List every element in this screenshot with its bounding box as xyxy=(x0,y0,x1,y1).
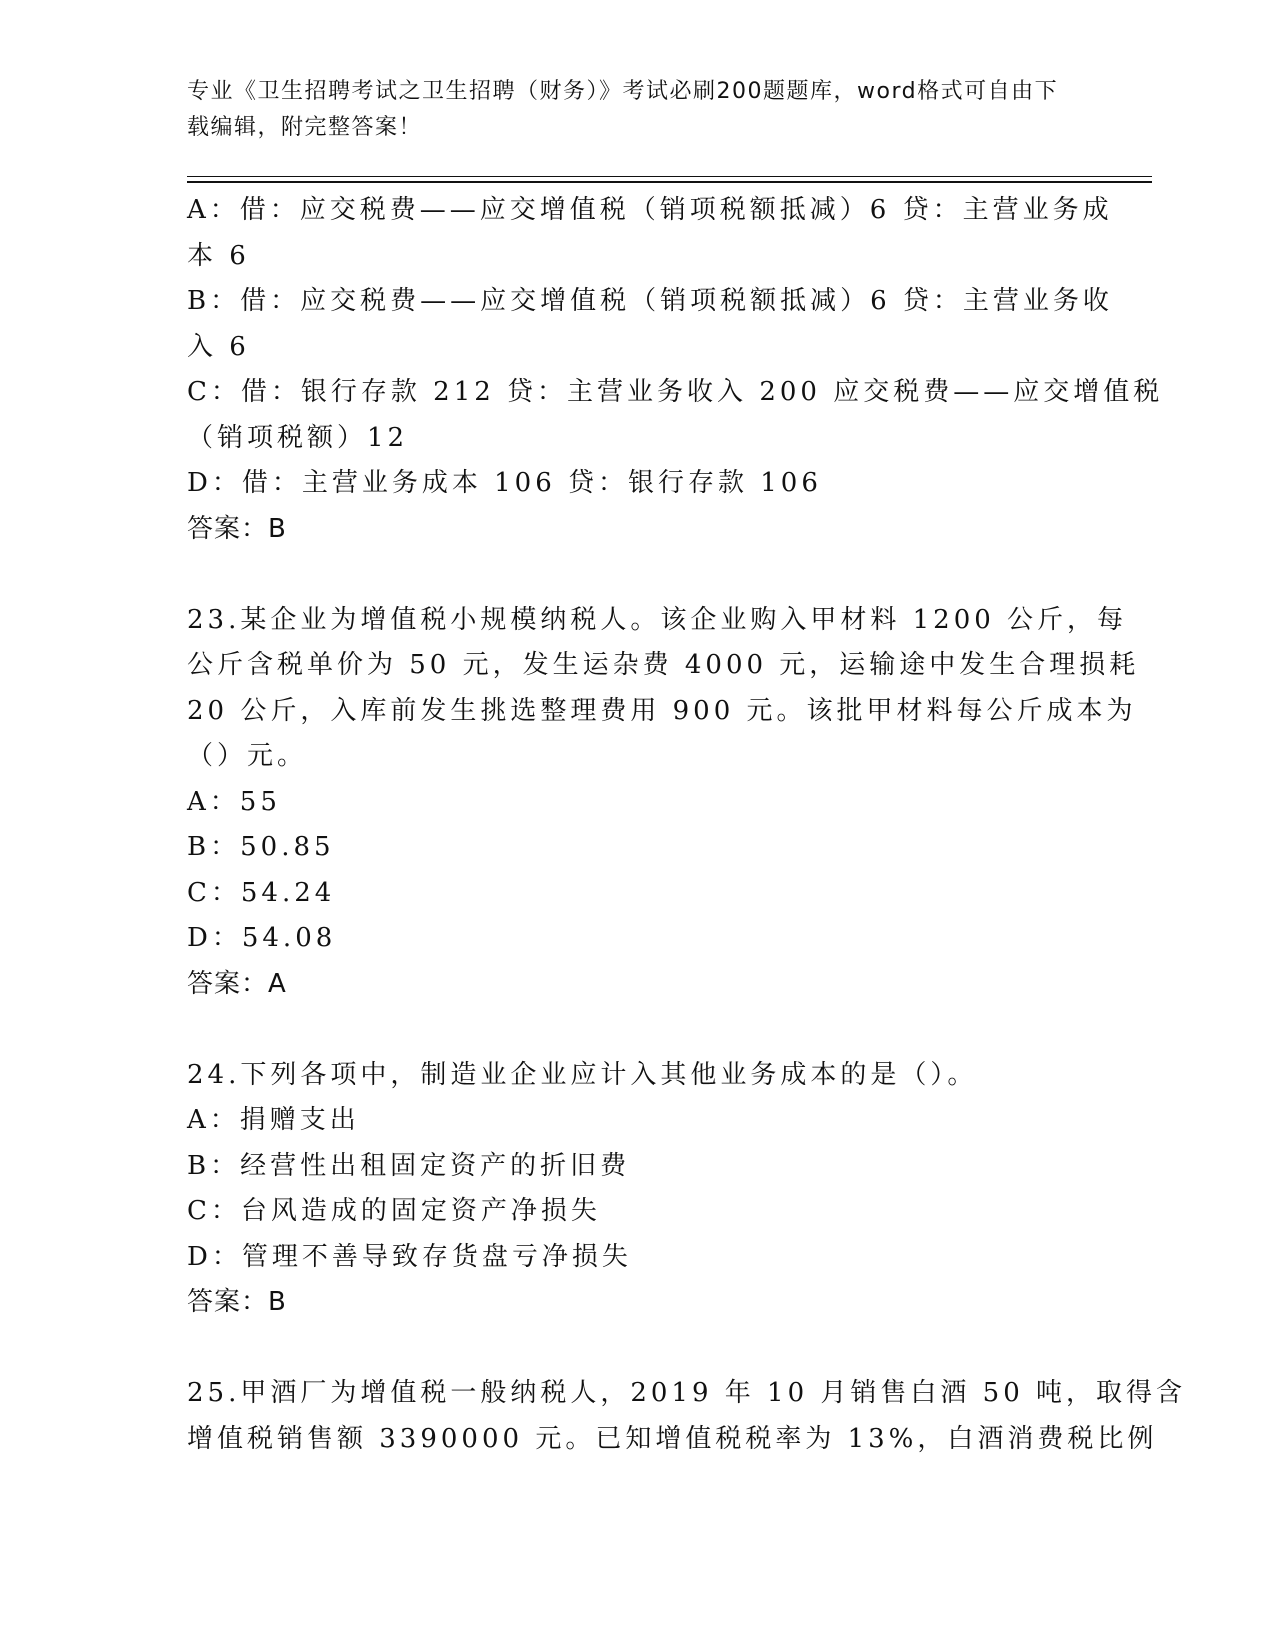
question-24-stem: 24.下列各项中，制造业企业应计入其他业务成本的是（）。 xyxy=(187,1059,978,1090)
question-25-stem-line-1: 25.甲酒厂为增值税一般纳税人，2019 年 10 月销售白酒 50 吨，取得含 xyxy=(187,1378,1187,1408)
question-22 xyxy=(187,188,1164,552)
question-23-stem-line-2: 公斤含税单价为 50 元，发生运杂费 4000 元，运输途中发生合理损耗 xyxy=(187,650,1140,680)
option-b: B：经营性出租固定资产的折旧费 xyxy=(187,1150,631,1181)
option-d: D：管理不善导致存货盘亏净损失 xyxy=(187,1241,632,1272)
spacer xyxy=(187,1007,1077,1053)
answer-22: 答案：B xyxy=(187,513,287,544)
question-23 xyxy=(187,598,1140,1008)
question-24 xyxy=(187,1053,1077,1326)
header-divider-thin xyxy=(187,176,1152,177)
option-d: D：54.08 xyxy=(187,923,337,953)
page-header: 专业《卫生招聘考试之卫生招聘（财务）》考试必刷200题题库，word格式可自由下载编辑，附完整答案！ xyxy=(187,79,1059,140)
answer-24: 答案：B xyxy=(187,1287,287,1317)
question-23-stem-line-1: 23.某企业为增值税小规模纳税人。该企业购入甲材料 1200 公斤，每 xyxy=(187,604,1128,635)
question-23-stem-line-4: （）元。 xyxy=(187,741,308,771)
question-23-stem-line-3: 20 公斤，入库前发生挑选整理费用 900 元。该批甲材料每公斤成本为 xyxy=(187,695,1137,726)
option-a: A：捐赠支出 xyxy=(187,1105,360,1135)
spacer xyxy=(187,552,1077,598)
question-25-stem-line-2: 增值税销售额 3390000 元。已知增值税税率为 13%，白酒消费税比例 xyxy=(187,1423,1158,1454)
document-body xyxy=(187,188,1187,1462)
answer-23: 答案：A xyxy=(187,968,287,999)
option-c: C：台风造成的固定资产净损失 xyxy=(187,1196,601,1226)
option-a-line-2: 本 6 xyxy=(187,240,250,271)
question-25 xyxy=(187,1371,1187,1462)
option-a-line-1: A：借：应交税费——应交增值税（销项税额抵减）6 贷：主营业务成 xyxy=(187,195,1113,225)
option-c: C：54.24 xyxy=(187,877,336,908)
option-c-line-1: C：借：银行存款 212 贷：主营业务收入 200 应交税费——应交增值税 xyxy=(187,377,1164,407)
option-b: B：50.85 xyxy=(187,832,335,862)
option-b-line-1: B：借：应交税费——应交增值税（销项税额抵减）6 贷：主营业务收 xyxy=(187,286,1113,316)
option-c-line-2: （销项税额）12 xyxy=(187,422,409,453)
option-d-line-1: D：借：主营业务成本 106 贷：银行存款 106 xyxy=(187,468,822,498)
option-a: A：55 xyxy=(187,786,281,817)
header-divider-thick xyxy=(187,181,1152,183)
spacer xyxy=(187,1326,1077,1372)
option-b-line-2: 入 6 xyxy=(187,331,250,362)
